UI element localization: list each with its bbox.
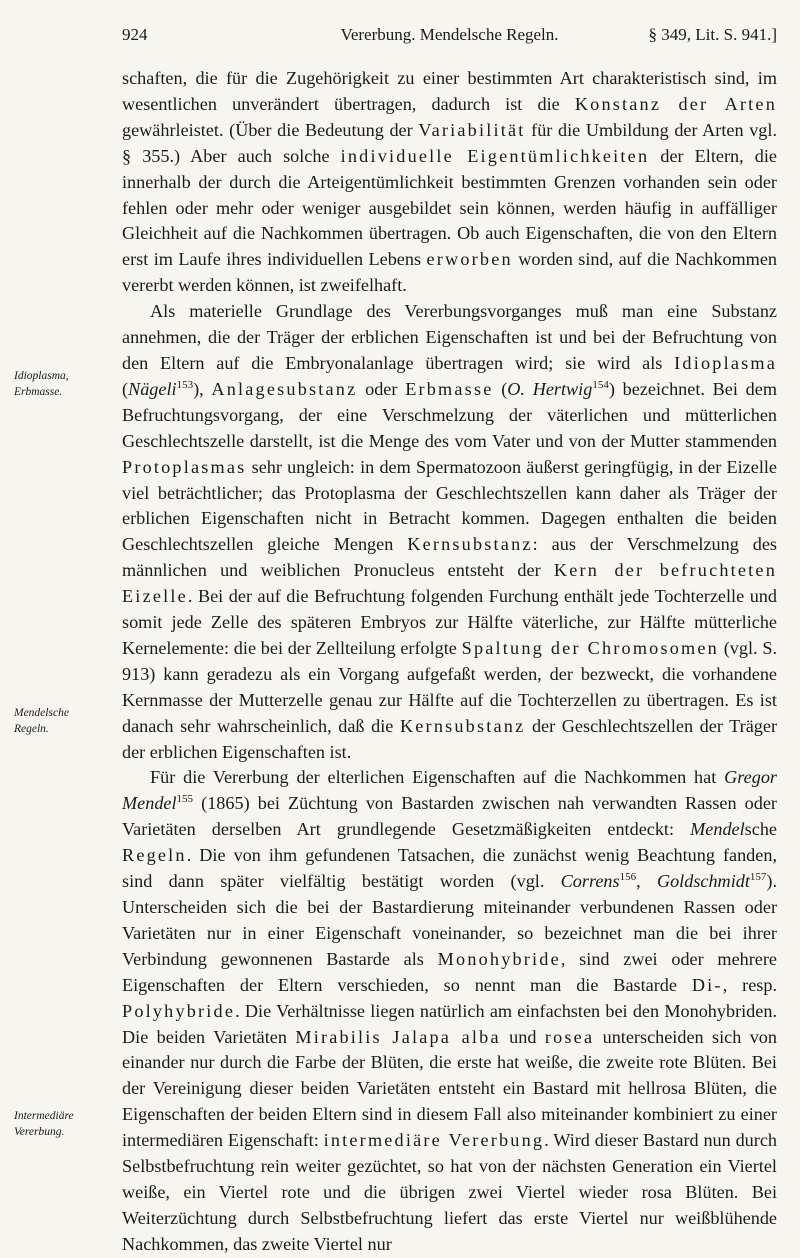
page-header xyxy=(122,20,777,50)
footnote-ref[interactable]: 156 xyxy=(619,871,637,884)
footnote-ref[interactable]: 155 xyxy=(176,793,194,806)
paragraph-3: Für die Vererbung der elterlichen Eigenschaften auf die Nachkommen hat Gregor Mendel$^{155}$ (1865) bei Züchtung von Bastarden zwischen nah verwandten Rassen oder Varietäten derselben Art grundlegende Gesetzmäßigkeiten entdeckt: Mendelsche Regeln. Die von ihm gefundenen Tatsachen, die zunächst wenig Beachtung fanden, sind dann später vielfältig bestätigt worden (vgl. Correns$^{156}$, Goldschmidt$^{157}$). Unterscheiden sich die bei der Bastardierung miteinander verbundenen Rassen oder Varietäten nur in einer Eigenschaft voneinander, so bezeichnet man die bei ihrer Verbindung gewonnenen Bastarde als Monohybride, sind zwei oder mehrere Eigenschaften der Eltern verschieden, so nennt man die Bastarde Di-, resp. Polyhybride. Die Verhältnisse liegen natürlich am einfachsten bei den Monohybriden. Die beiden Varietäten Mirabilis Jalapa alba und rosea unterscheiden sich von einander nur durch die Farbe der Blüten, die erste hat weiße, die zweite rote Blüten. Bei der Vereinigung dieser beiden Varietäten entsteht ein Bastard mit hellrosa Blüten, die Eigenschaften der beiden Eltern sind in diesem Fall also miteinander kombiniert zu einer intermediären Eigenschaft: intermediäre Vererbung. Wird dieser Bastard nun durch Selbstbefruchtung rein weiter gezüchtet, so hat von der nächsten Generation ein Viertel weiße, ein Viertel rote und die übrigen zwei Viertel wieder rosa Blüten. Bei Weiterzüchtung durch Selbstbefruchtung liefert das erste Viertel nur weißblühende Nachkommen, das zweite Viertel nur xyxy=(122,767,778,1254)
section-reference: § 349, Lit. S. 941.] xyxy=(648,25,777,44)
footnote-ref[interactable]: 157 xyxy=(749,871,767,884)
margin-note-intermediaere-vererbung: Intermediäre Vererbung. xyxy=(14,1110,74,1138)
margin-note-idioplasma: Idioplasma, Erbmasse. xyxy=(14,370,69,398)
margin-note-mendelsche-regeln: Mendelsche Regeln. xyxy=(14,707,69,735)
paragraph-1: schaften, die für die Zugehörigkeit zu einer bestimmten Art charakteristisch sind, im wesentlichen unverändert übertragen, dadurch ist die Konstanz der Arten gewährleistet. (Über die Bedeutung der Variabilität für die Umbildung der Arten vgl. § 355.) Aber auch solche individuelle Eigentümlichkeiten der Eltern, die innerhalb der durch die Arteigentümlichkeit bestimmten Grenzen vorhanden sein oder fehlen oder mehr oder weniger ausgebildet sein können, werden häufig in auffälliger Gleichheit auf die Nachkommen übertragen. Ob auch Eigenschaften, die von den Eltern erst im Laufe ihres individuellen Lebens erworben worden sind, auf die Nachkommen vererbt werden können, ist zweifelhaft. xyxy=(122,68,777,296)
paragraph-2: Als materielle Grundlage des Vererbungsvorganges muß man eine Substanz annehmen, die der Träger der erblichen Eigenschaften ist und bei der Befruchtung von den Eltern auf die Embryonalanlage übertragen wird; sie wird als Idioplasma (Nägeli$^{153}$), Anlagesubstanz oder Erbmasse (O. Hertwig$^{154}$) bezeichnet. Bei dem Befruchtungsvorgang, der eine Verschmelzung der väterlichen und mütterlichen Geschlechtszelle darstellt, ist die Menge des vom Vater und von der Mutter stammenden Protoplasmas sehr ungleich: in dem Spermatozoon äußerst geringfügig, in der Eizelle viel beträchtlicher; das Protoplasma der Geschlechtszellen kann daher als Träger der erblichen Eigenschaften nicht in Betracht kommen. Dagegen enthalten die beiden Geschlechtszellen gleiche Mengen Kernsubstanz: aus der Verschmelzung des männlichen und weiblichen Pronucleus entsteht der Kern der befruchteten Eizelle. Bei der auf die Befruchtung folgenden Furchung enthält jede Tochterzelle und somit jede Zelle des späteren Embryos zur Hälfte väterliche, zur Hälfte mütterliche Kernelemente: die bei der Zellteilung erfolgte Spaltung der Chromosomen (vgl. S. 913) kann geradezu als ein Vorgang aufgefaßt werden, der bezweckt, die vorhandene Kernmasse der Mutterzelle genau zur Hälfte auf die Tochterzellen zu übertragen. Es ist danach sehr wahrscheinlich, daß die Kernsubstanz der Geschlechtszellen der Träger der erblichen Eigenschaften ist. xyxy=(122,301,778,762)
running-title: Vererbung. Mendelsche Regeln. xyxy=(340,25,559,44)
footnote-ref[interactable]: 154 xyxy=(592,378,609,391)
footnote-ref[interactable]: 153 xyxy=(176,378,194,391)
body-text xyxy=(122,66,777,1258)
page-number: 924 xyxy=(122,25,148,44)
